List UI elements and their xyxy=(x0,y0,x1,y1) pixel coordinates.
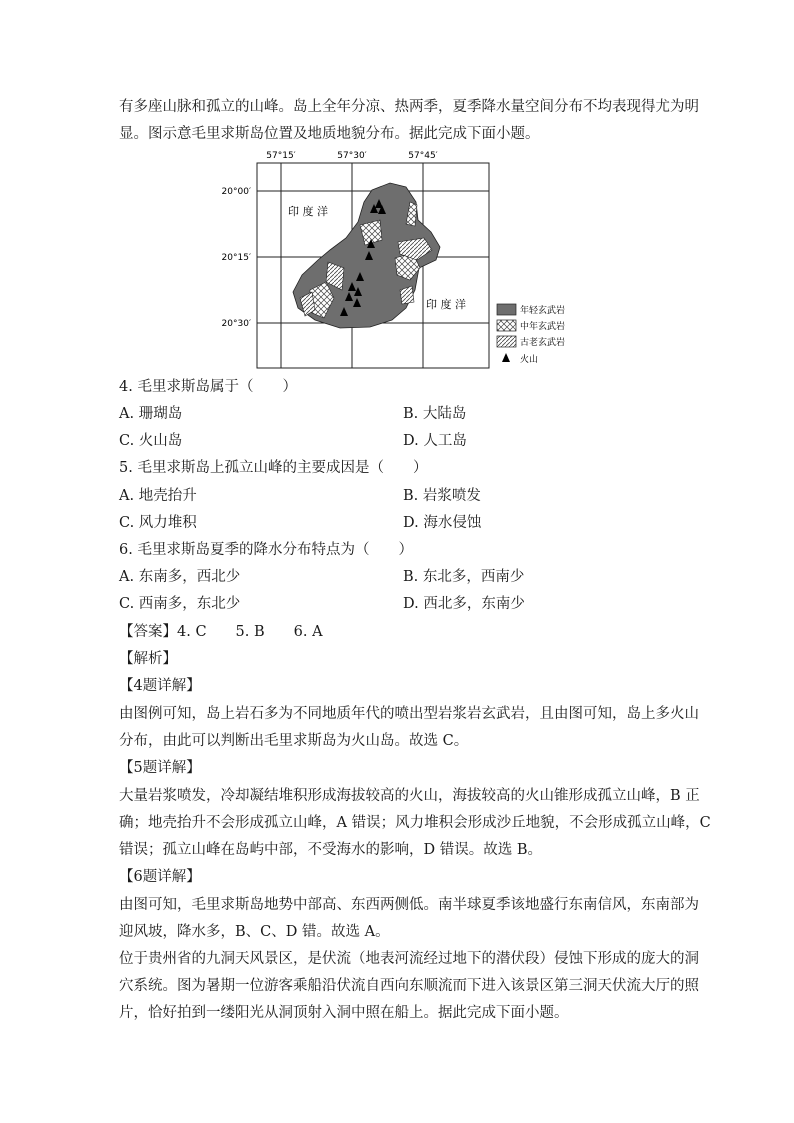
lon-label: 57°30′ xyxy=(337,151,367,161)
q6-option-d: D. 西北多，东南少 xyxy=(403,596,525,612)
map-svg xyxy=(210,150,590,372)
legend-swatch-old xyxy=(497,336,516,347)
detail-4-heading: 【4题详解】 xyxy=(119,678,201,694)
q5-option-b: B. 岩浆喷发 xyxy=(403,488,481,504)
detail-4-line-1: 由图例可知，岛上岩石多为不同地质年代的喷出型岩浆岩玄武岩，且由图可知，岛上多火山 xyxy=(119,706,699,722)
next-intro-line-3: 片，恰好拍到一缕阳光从洞顶射入洞中照在船上。据此完成下面小题。 xyxy=(119,1005,569,1021)
ocean-label: 印 度 洋 xyxy=(288,205,328,218)
q6-option-a: A. 东南多，西北少 xyxy=(119,569,241,585)
q4-option-b: B. 大陆岛 xyxy=(403,406,467,422)
detail-6-heading: 【6题详解】 xyxy=(119,869,201,885)
question-6-stem: 6. 毛里求斯岛夏季的降水分布特点为（ ） xyxy=(119,542,413,558)
detail-6-line-2: 迎风坡，降水多，B、C、D 错。故选 A。 xyxy=(119,924,390,940)
question-5-stem: 5. 毛里求斯岛上孤立山峰的主要成因是（ ） xyxy=(119,460,428,476)
lat-label: 20°00′ xyxy=(221,187,251,197)
q4-option-c: C. 火山岛 xyxy=(119,433,183,449)
lat-label: 20°15′ xyxy=(221,253,251,263)
legend-label: 年轻玄武岩 xyxy=(520,306,566,316)
mauritius-geology-map xyxy=(210,150,590,372)
q6-option-c: C. 西南多，东北少 xyxy=(119,596,241,612)
detail-5-line-1: 大量岩浆喷发，冷却凝结堆积形成海拔较高的火山，海拔较高的火山锥形成孤立山峰，B 正 xyxy=(119,788,700,804)
answer-line: 【答案】4. C 5. B 6. A xyxy=(119,624,323,640)
legend-label: 古老玄武岩 xyxy=(520,338,566,348)
lon-label: 57°15′ xyxy=(266,151,296,161)
q5-option-a: A. 地壳抬升 xyxy=(119,488,197,504)
analysis-label: 【解析】 xyxy=(119,651,177,667)
intro-line-2: 显。图示意毛里求斯岛位置及地质地貌分布。据此完成下面小题。 xyxy=(119,126,540,142)
map-legend xyxy=(497,304,565,365)
lon-label: 57°45′ xyxy=(408,151,438,161)
ocean-label: 印 度 洋 xyxy=(426,298,466,311)
detail-4-line-2: 分布，由此可以判断出毛里求斯岛为火山岛。故选 C。 xyxy=(119,733,469,749)
q5-option-c: C. 风力堆积 xyxy=(119,515,197,531)
legend-swatch-young xyxy=(497,304,516,315)
legend-swatch-middle xyxy=(497,320,516,331)
q4-option-a: A. 珊瑚岛 xyxy=(119,406,183,422)
question-4-stem: 4. 毛里求斯岛属于（ ） xyxy=(119,379,297,395)
detail-5-line-3: 错误；孤立山峰在岛屿中部，不受海水的影响，D 错误。故选 B。 xyxy=(119,842,542,858)
detail-5-heading: 【5题详解】 xyxy=(119,760,201,776)
q6-option-b: B. 东北多，西南少 xyxy=(403,569,525,585)
legend-label: 中年玄武岩 xyxy=(520,322,566,332)
next-intro-line-2: 穴系统。图为暑期一位游客乘船沿伏流自西向东顺流而下进入该景区第三洞天伏流大厅的照 xyxy=(119,978,699,994)
next-intro-line-1: 位于贵州省的九洞天风景区，是伏流（地表河流经过地下的潜伏段）侵蚀下形成的庞大的洞 xyxy=(119,951,699,967)
detail-6-line-1: 由图可知，毛里求斯岛地势中部高、东西两侧低。南半球夏季该地盛行东南信风，东南部为 xyxy=(119,897,699,913)
intro-line-1: 有多座山脉和孤立的山峰。岛上全年分凉、热两季，夏季降水量空间分布不均表现得尤为明 xyxy=(119,99,699,115)
q4-option-d: D. 人工岛 xyxy=(403,433,467,449)
lat-label: 20°30′ xyxy=(221,319,251,329)
detail-5-line-2: 确；地壳抬升不会形成孤立山峰，A 错误；风力堆积会形成沙丘地貌，不会形成孤立山峰，C xyxy=(119,815,711,831)
legend-volcano-icon xyxy=(502,353,510,362)
legend-label: 火山 xyxy=(520,355,539,365)
q5-option-d: D. 海水侵蚀 xyxy=(403,515,482,531)
